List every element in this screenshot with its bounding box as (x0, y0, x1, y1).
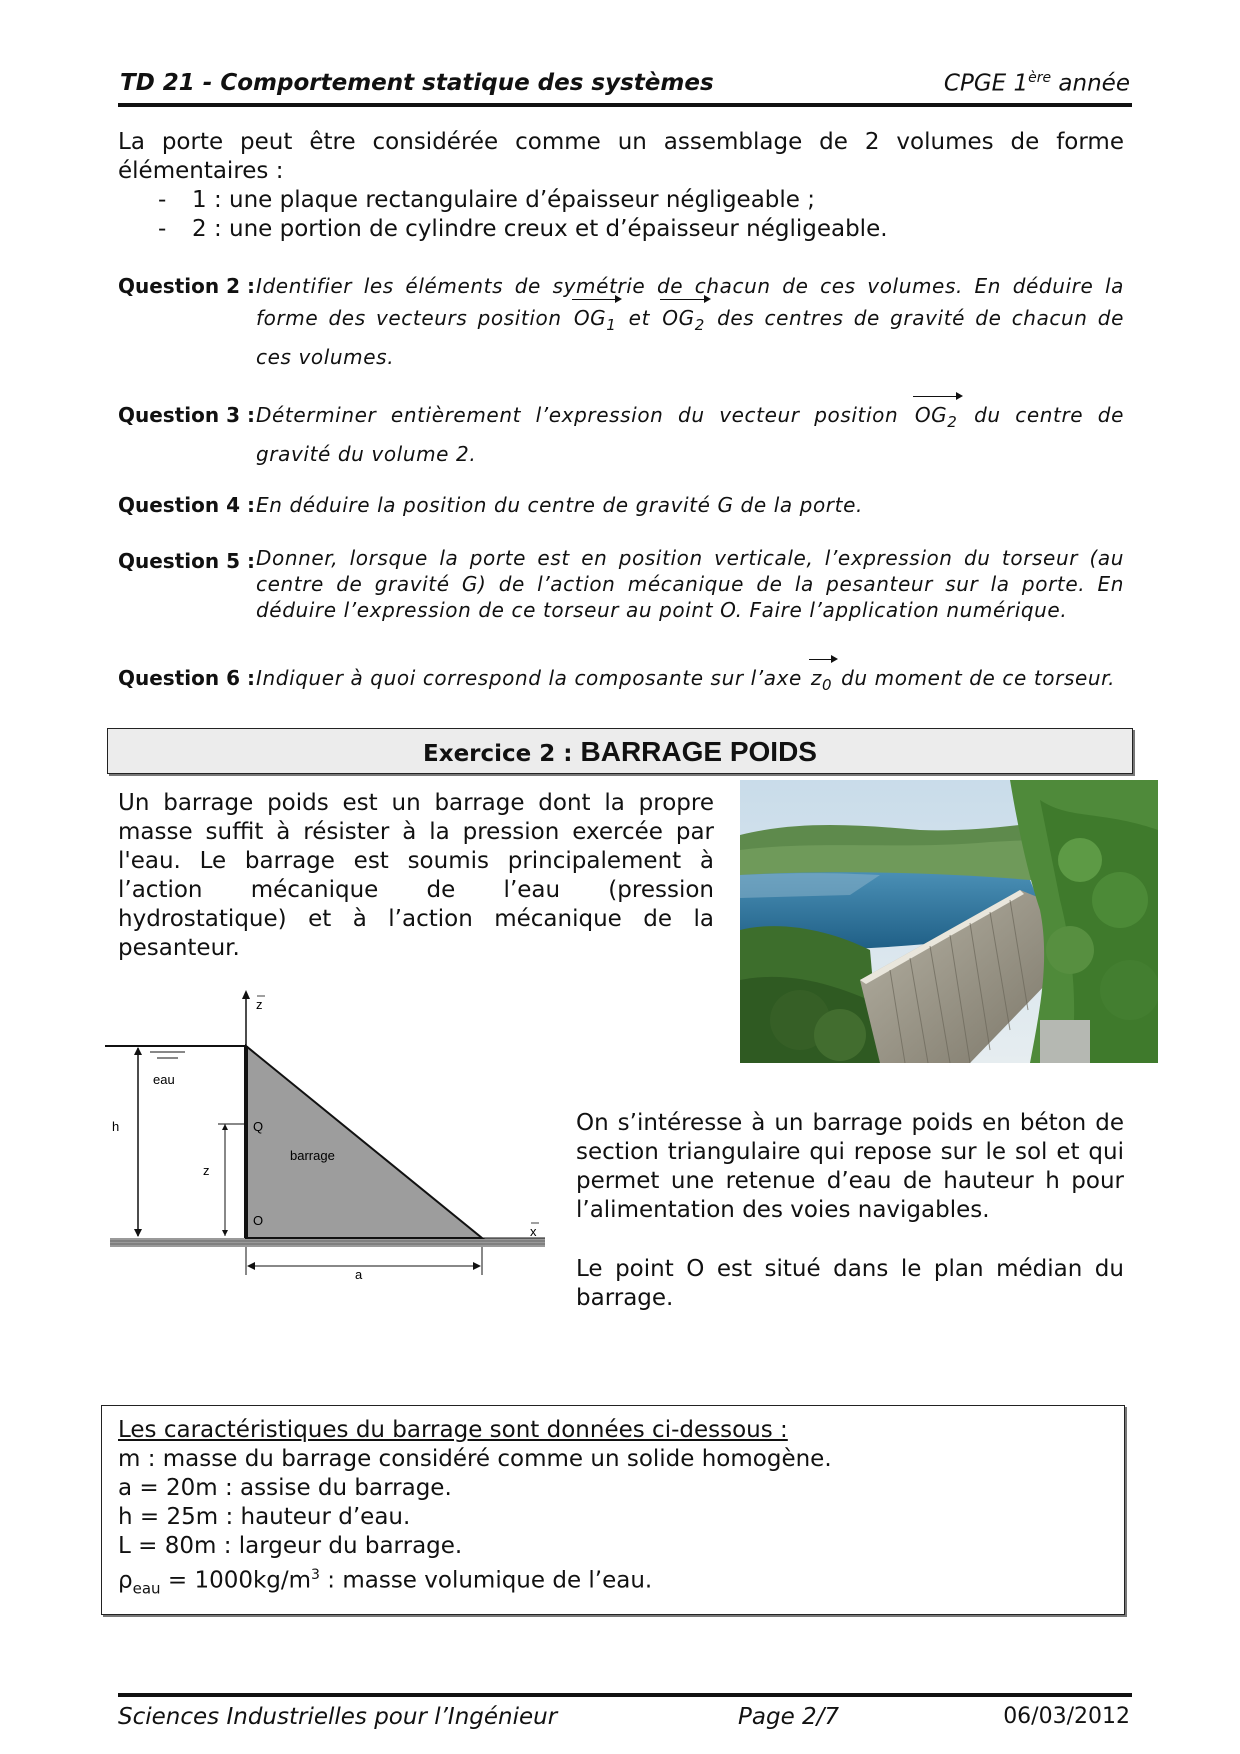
characteristic-rho: $\rho_{eau} = 1000kg/m^3$ : masse volumique de l’eau. (118, 1567, 653, 1598)
characteristics-heading: Les caractéristiques du barrage sont données ci-dessous : (118, 1417, 788, 1443)
a-label: a (355, 1267, 363, 1282)
question-3-text: Déterminer entièrement l’expression du vecteur position $OG_2$ du centre de gravité du volume 2. (256, 399, 1124, 470)
point-o-label: O (253, 1213, 264, 1228)
question-5-label: Question 5 : (118, 549, 255, 573)
dam-photo (740, 780, 1158, 1063)
vector-og1: $OG_1$ (572, 302, 619, 341)
characteristic-line: a = 20m : assise du barrage. (118, 1475, 452, 1501)
question-5-text: Donner, lorsque la porte est en position verticale, l’expression du torseur (au centre de gravité G) de l’action mécanique de la pesanteur sur la porte. En déduire l’expression de ce torseur au point O. Faire l’application numérique. (256, 546, 1124, 622)
question-3-label: Question 3 : (118, 403, 255, 427)
dam-section (246, 1046, 482, 1238)
exercise-intro: Un barrage poids est un barrage dont la propre masse suffit à résister à la pression exercée par l'eau. Le barrage est soumis principalement à l’action mécanique de l’eau (pression hydrostatique) et à l’action mécanique de la pesanteur. (118, 790, 714, 961)
h-label: h (112, 1119, 120, 1134)
question-2-text: Identifier les éléments de symétrie de chacun de ces volumes. En déduire la forme des vecteurs position $OG_1$ et $OG_2$ des centres de gravité de chacun de ces volumes. (256, 274, 1124, 369)
x-axis-label: x (530, 1224, 537, 1239)
intro-text: La porte peut être considérée comme un assemblage de 2 volumes de forme élémentaires : (118, 129, 1124, 184)
characteristic-line: m : masse du barrage considéré comme un solide homogène. (118, 1446, 832, 1472)
z-label: z (203, 1163, 210, 1178)
characteristic-line: h = 25m : hauteur d’eau. (118, 1504, 411, 1530)
footer-subject: Sciences Industrielles pour l’Ingénieur (118, 1704, 558, 1730)
header-rule (118, 103, 1132, 107)
question-4-label: Question 4 : (118, 493, 255, 517)
characteristic-line: L = 80m : largeur du barrage. (118, 1533, 463, 1559)
z-axis-label: z (256, 997, 263, 1012)
list-item: - 2 : une portion de cylindre creux et d’épaisseur négligeable. (158, 216, 888, 242)
water-label: eau (153, 1072, 175, 1087)
characteristics-box (101, 1405, 1125, 1615)
footer-page-number: Page 2/7 (738, 1704, 840, 1730)
exercise-point-o: Le point O est situé dans le plan médian du barrage. (576, 1256, 1124, 1311)
dam-label: barrage (290, 1148, 335, 1163)
dam-diagram (105, 985, 555, 1285)
vector-og2: $OG_2$ (913, 399, 960, 438)
question-6-label: Question 6 : (118, 666, 255, 690)
question-2-label: Question 2 : (118, 274, 255, 298)
exercise-heading: Exercice 2 : BARRAGE POIDS (107, 728, 1133, 774)
header-class: CPGE 1ère année (943, 70, 1130, 97)
question-4-text: En déduire la position du centre de gravité G de la porte. (256, 493, 863, 517)
vector-z0: $z_0$ (809, 662, 834, 701)
footer-date: 06/03/2012 (1003, 1704, 1130, 1729)
point-q-label: Q (253, 1119, 264, 1134)
exercise-description: On s’intéresse à un barrage poids en béton de section triangulaire qui repose sur le sol et qui permet une retenue d’eau de hauteur h pour l’alimentation des voies navigables. (576, 1110, 1124, 1223)
header-title: TD 21 - Comportement statique des systèmes (120, 70, 714, 96)
ground (110, 1238, 545, 1247)
volume-list (158, 186, 1118, 244)
question-6-text: Indiquer à quoi correspond la composante sur l’axe $z_0$ du moment de ce torseur. (256, 662, 1124, 701)
footer-rule (118, 1693, 1132, 1697)
vector-og2: $OG_2$ (660, 302, 707, 341)
list-item: - 1 : une plaque rectangulaire d’épaisseur négligeable ; (158, 187, 815, 213)
